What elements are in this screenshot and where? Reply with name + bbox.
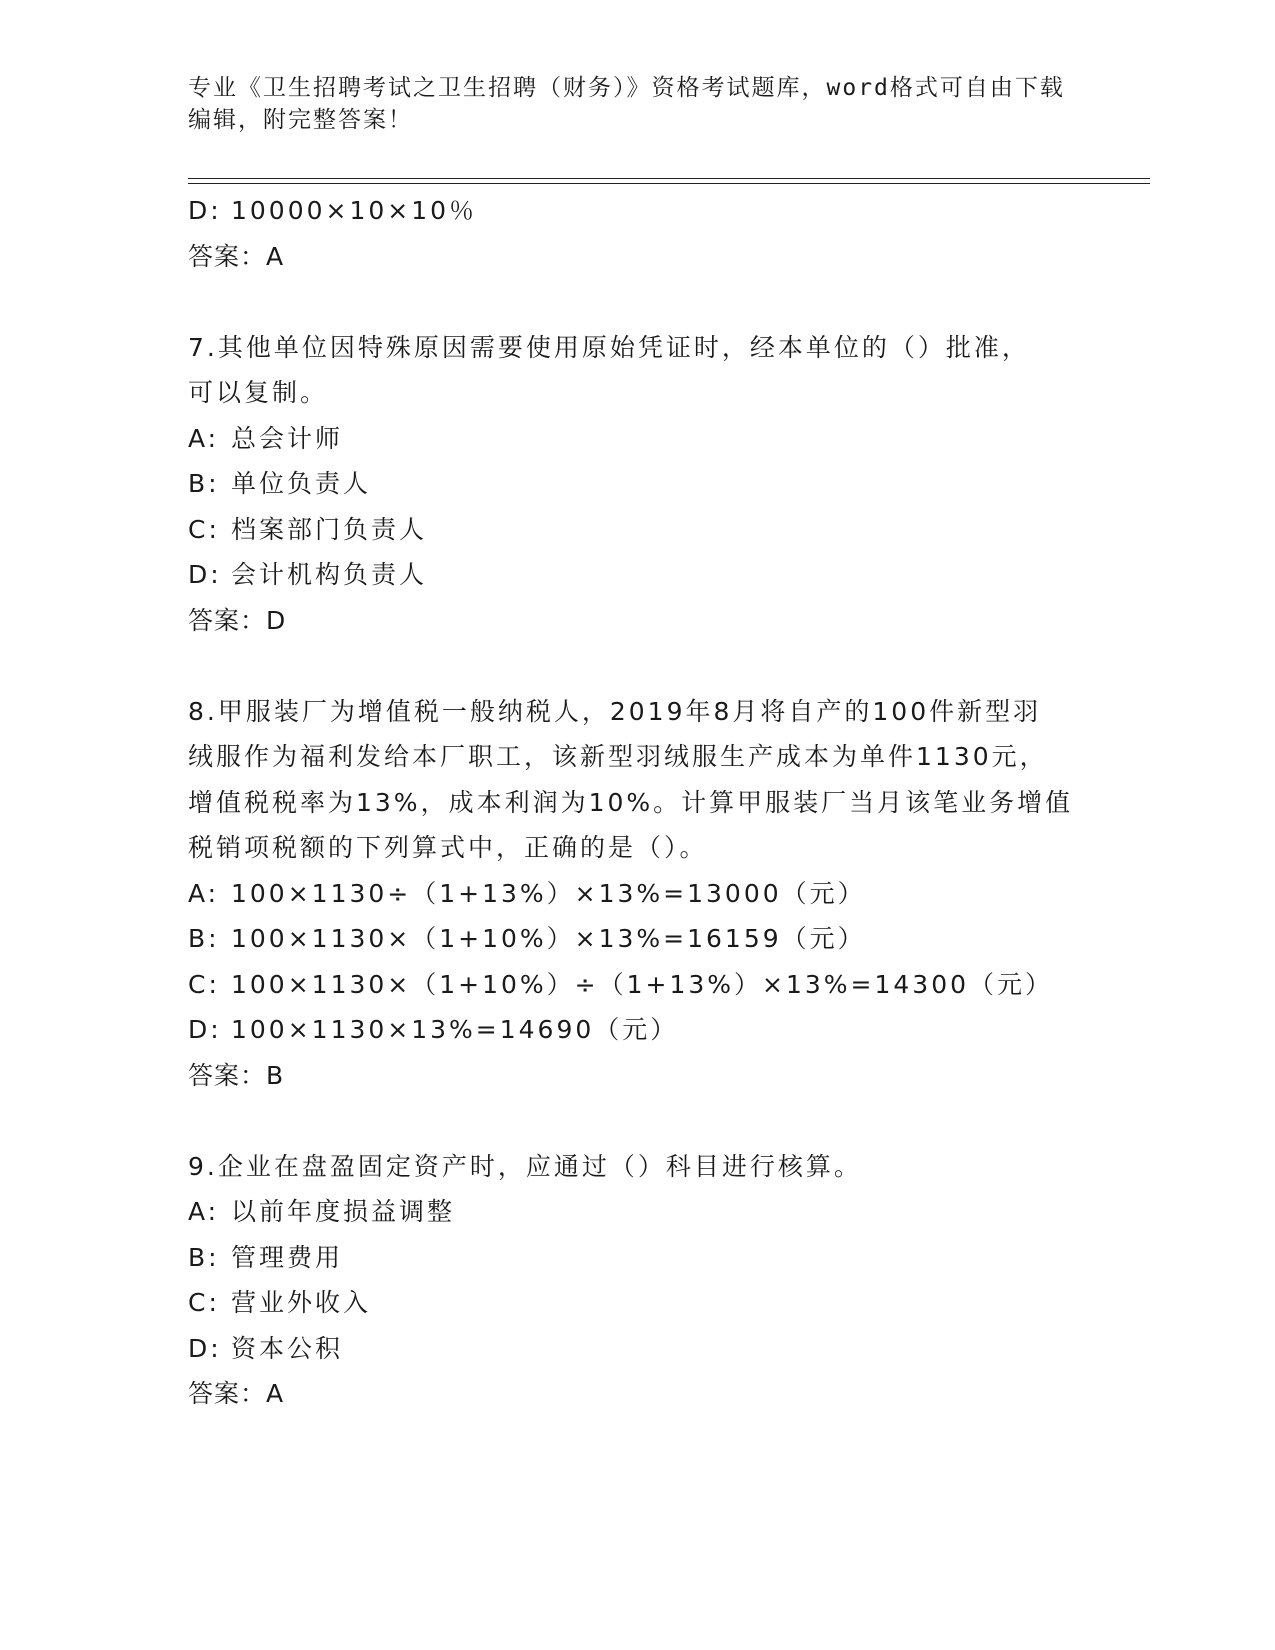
spacer <box>188 1098 1088 1144</box>
question-8 <box>188 689 1088 1099</box>
option-b: B: 100×1130×（1+10%）×13%=16159（元） <box>188 924 866 953</box>
spacer <box>188 279 1088 325</box>
question-7 <box>188 325 1088 644</box>
question-text: 8.甲服装厂为增值税一般纳税人，2019年8月将自产的100件新型羽 <box>188 696 1042 726</box>
question-text: 增值税税率为13%，成本利润为10%。计算甲服装厂当月该笔业务增值 <box>188 787 1074 817</box>
answer: 答案：D <box>188 605 287 635</box>
question-text: 绒服作为福利发给本厂职工，该新型羽绒服生产成本为单件1130元， <box>188 742 1048 771</box>
question-text: 税销项税额的下列算式中，正确的是（）。 <box>188 833 708 862</box>
option-b: B: 管理费用 <box>188 1242 344 1272</box>
page-header <box>188 72 1088 136</box>
question-text: 可以复制。 <box>188 378 329 407</box>
answer: 答案：B <box>188 1060 285 1090</box>
answer: 答案：A <box>188 1379 285 1408</box>
option-b: B: 单位负责人 <box>188 469 372 498</box>
option-d: D: 资本公积 <box>188 1333 344 1363</box>
option-a: A: 以前年度损益调整 <box>188 1197 456 1226</box>
option-a: A: 总会计师 <box>188 423 344 453</box>
option-c: C: 100×1130×（1+10%）÷（1+13%）×13%=14300（元） <box>188 969 1054 999</box>
option-d: D: 100×1130×13%=14690（元） <box>188 1015 679 1044</box>
header-line-1: 专业《卫生招聘考试之卫生招聘（财务）》资格考试题库，word格式可自由下载 <box>188 75 1065 101</box>
option-d: D: 会计机构负责人 <box>188 560 428 589</box>
option-d: D: 10000×10×10％ <box>188 196 478 225</box>
option-c: C: 档案部门负责人 <box>188 514 428 544</box>
question-text: 9.企业在盘盈固定资产时，应通过（）科目进行核算。 <box>188 1151 862 1181</box>
header-line-2: 编辑，附完整答案！ <box>188 107 413 133</box>
option-c: C: 营业外收入 <box>188 1288 372 1317</box>
header-rule <box>188 183 1150 184</box>
document-body <box>188 188 1088 1417</box>
question-9 <box>188 1144 1088 1417</box>
question-text: 7.其他单位因特殊原因需要使用原始凭证时，经本单位的（）批准， <box>188 332 1030 362</box>
answer: 答案：A <box>188 241 285 271</box>
option-a: A: 100×1130÷（1+13%）×13%=13000（元） <box>188 878 866 908</box>
header-rule <box>188 178 1150 179</box>
spacer <box>188 643 1088 689</box>
